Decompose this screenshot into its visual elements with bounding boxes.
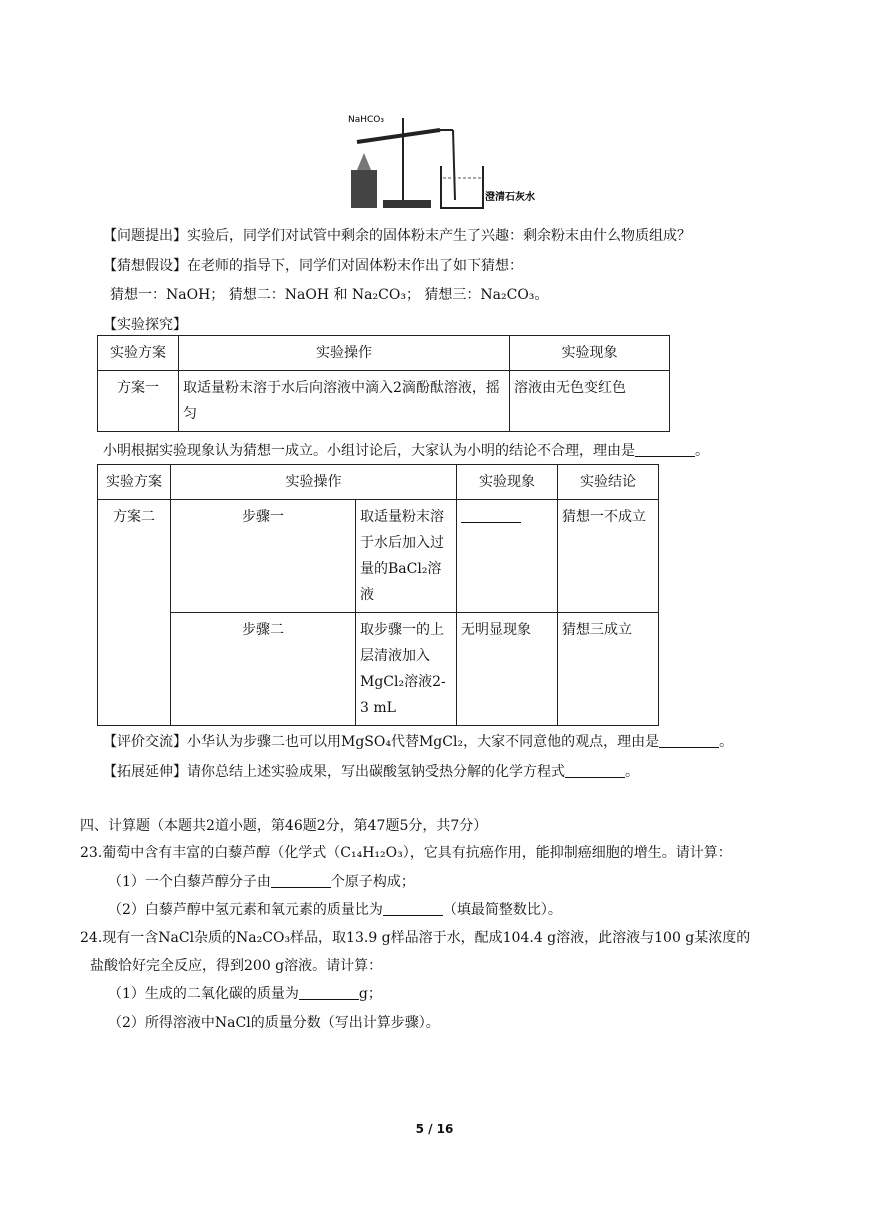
q23-part-1: [108, 872, 415, 892]
flame: [357, 153, 371, 170]
table-cell-plan: 方案二: [98, 500, 171, 726]
hypothesis-3: 猜想三：Na₂CO₃。: [424, 287, 549, 303]
q24-p1-text: （1）生成的二氧化碳的质量为: [108, 986, 299, 1002]
step-2-label: 步骤二: [171, 613, 356, 726]
step-1-conclusion: 猜想一不成立: [558, 500, 659, 613]
q24-line-2: 盐酸恰好完全反应，得到200 g溶液。请计算：: [90, 958, 383, 974]
answer-blank[interactable]: [299, 985, 359, 1000]
table-row: [98, 336, 670, 371]
q23-p1-suffix: 个原子构成；: [330, 874, 415, 890]
hypothesis-intro: 【猜想假设】在老师的指导下，同学们对固体粉末作出了如下猜想：: [103, 258, 523, 274]
hypotheses-line: [110, 285, 548, 305]
problem-statement: 【问题提出】实验后，同学们对试管中剩余的固体粉末产生了兴趣：剩余粉末由什么物质组成？: [103, 228, 691, 244]
q23-p2-suffix: （填最简整数比）。: [442, 902, 562, 918]
table-header: 实验方案: [98, 336, 179, 371]
step-2-operation: 取步骤一的上层清液加入MgCl₂溶液2-3 mL: [356, 613, 457, 726]
step-1-label: 步骤一: [171, 500, 356, 613]
beaker: [441, 166, 483, 208]
table-row: [98, 613, 659, 726]
xiaoming-text: 小明根据实验现象认为猜想一成立。小组讨论后，大家认为小明的结论不合理，理由是: [103, 443, 635, 459]
answer-blank[interactable]: [659, 733, 719, 748]
hypothesis-1: 猜想一：NaOH；: [110, 287, 225, 303]
step-2-result: 无明显现象: [457, 613, 558, 726]
table-header: 实验操作: [171, 465, 457, 500]
table-header: 实验现象: [510, 336, 670, 371]
test-tube: [357, 130, 440, 142]
table-cell: 溶液由无色变红色: [510, 371, 670, 432]
table-header: 实验结论: [558, 465, 659, 500]
experiment-table-1: [97, 335, 670, 432]
xiaoming-reason: 小明根据实验现象认为猜想一成立。小组讨论后，大家认为小明的结论不合理，理由是 。: [103, 443, 709, 459]
q23-p2-text: （2）白藜芦醇中氢元素和氧元素的质量比为: [108, 902, 383, 918]
table-row: [98, 500, 659, 613]
table-cell: 取适量粉末溶于水后向溶液中滴入2滴酚酞溶液，摇匀: [179, 371, 510, 432]
table-header: 实验方案: [98, 465, 171, 500]
extension-text: 【拓展延伸】请你总结上述实验成果，写出碳酸氢钠受热分解的化学方程式: [103, 764, 565, 780]
q24-part-1: [108, 984, 382, 1004]
evaluation: 【评价交流】小华认为步骤二也可以用MgSO₄代替MgCl₂，大家不同意他的观点，理由是 。: [103, 734, 734, 750]
extension: 【拓展延伸】请你总结上述实验成果，写出碳酸氢钠受热分解的化学方程式 。: [103, 764, 639, 780]
table-header: 实验操作: [179, 336, 510, 371]
q24-p1-suffix: g；: [358, 986, 382, 1002]
q24-part-2: （2）所得溶液中NaCl的质量分数（写出计算步骤）。: [108, 1015, 440, 1031]
alcohol-lamp: [351, 170, 377, 208]
answer-blank[interactable]: [635, 442, 695, 457]
apparatus-diagram: [345, 108, 555, 218]
table-row: [98, 371, 670, 432]
q23-part-2: [108, 900, 562, 920]
step-2-conclusion: 猜想三成立: [558, 613, 659, 726]
step-1-operation: 取适量粉末溶于水后加入过量的BaCl₂溶液: [356, 500, 457, 613]
answer-blank[interactable]: [383, 901, 443, 916]
reagent-label: NaHCO₃: [348, 115, 384, 125]
table-cell: 方案一: [98, 371, 179, 432]
experiment-table-2: [97, 464, 659, 726]
q24-line-1: 24.现有一含NaCl杂质的Na₂CO₃样品，取13.9 g样品溶于水，配成104.4 g溶液，此溶液与100 g某浓度的: [80, 930, 751, 946]
answer-blank[interactable]: [565, 763, 625, 778]
hypothesis-2: 猜想二：NaOH 和 Na₂CO₃；: [228, 287, 420, 303]
evaluation-text: 【评价交流】小华认为步骤二也可以用MgSO₄代替MgCl₂，大家不同意他的观点，理由是: [103, 734, 660, 750]
answer-blank[interactable]: [271, 873, 331, 888]
step-1-result: [457, 500, 558, 613]
limewater-label: 澄清石灰水: [485, 192, 535, 203]
section-4-heading: 四、计算题（本题共2道小题，第46题2分，第47题5分，共7分）: [80, 818, 488, 834]
stand-base: [383, 200, 431, 208]
explore-heading: 【实验探究】: [103, 317, 187, 333]
answer-blank[interactable]: [461, 508, 521, 523]
q23-p1-text: （1）一个白藜芦醇分子由: [108, 874, 271, 890]
table-row: [98, 465, 659, 500]
page-number: 5 / 16: [415, 1122, 454, 1136]
table-header: 实验现象: [457, 465, 558, 500]
q23-stem: 23.葡萄中含有丰富的白藜芦醇（化学式（C₁₄H₁₂O₃），它具有抗癌作用，能抑制癌细胞的增生。请计算：: [80, 845, 732, 861]
